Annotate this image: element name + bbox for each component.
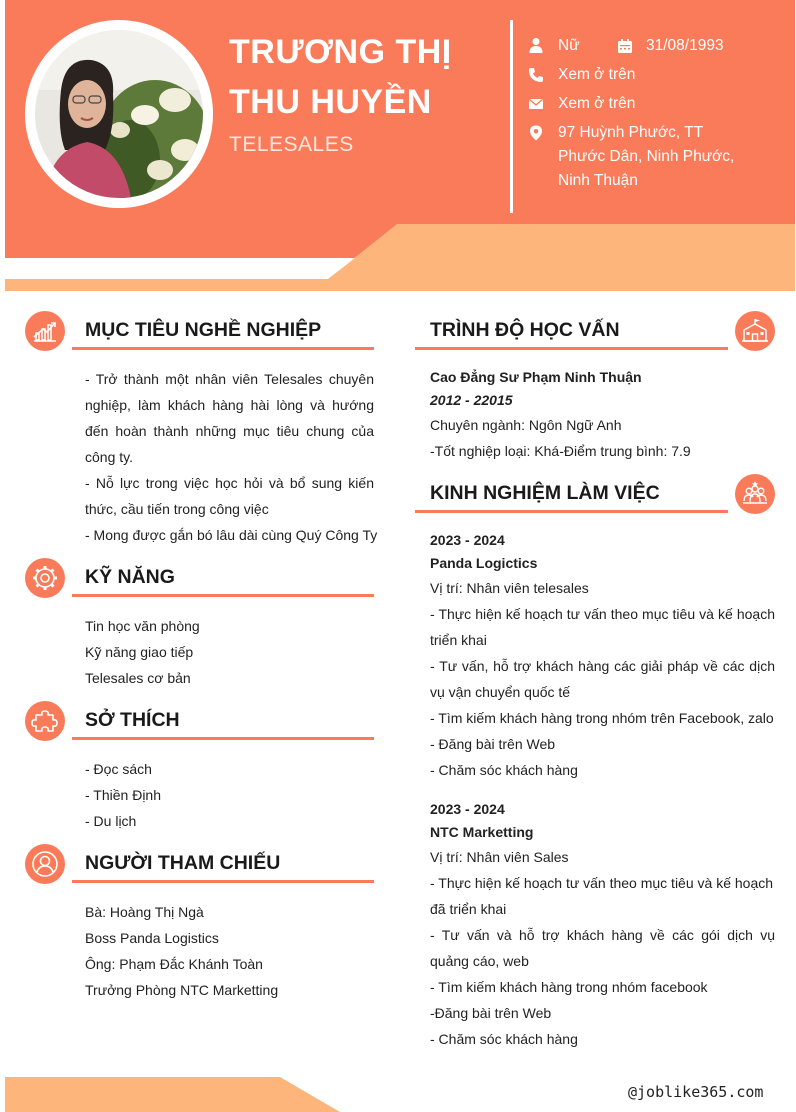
hobby-item: - Thiền Định [85, 787, 162, 803]
reference-item: Trưởng Phòng NTC Marketting [85, 982, 279, 998]
job-company: Panda Logictics [430, 555, 538, 571]
avatar [35, 30, 203, 198]
hobby-item: - Đọc sách [85, 761, 152, 777]
skill-item: Telesales cơ bản [85, 670, 191, 686]
job-task: - Thực hiện kế hoạch tư vấn theo mục tiêu và kế hoạch triển khai [430, 606, 775, 648]
education-major: Chuyên ngành: Ngôn Ngữ Anh [430, 417, 622, 433]
birthday-text: 31/08/1993 [646, 37, 724, 54]
job-task: - Tư vấn, hỗ trợ khách hàng các giải pháp về các dịch vụ vận chuyển quốc tế [430, 658, 775, 700]
reference-item: Ông: Phạm Đắc Khánh Toàn [85, 956, 263, 972]
education-grade: -Tốt nghiệp loại: Khá-Điểm trung bình: 7.9 [430, 443, 691, 459]
address-line-3: Ninh Thuận [558, 172, 638, 189]
address-line-1: 97 Huỳnh Phước, TT [558, 124, 704, 141]
hobby-item: - Du lịch [85, 813, 137, 829]
user-icon [528, 37, 544, 53]
job-task: - Tìm kiếm khách hàng trong nhóm facebook [430, 979, 708, 995]
footer-decoration [5, 1077, 345, 1112]
school-icon [735, 311, 775, 351]
job-task: - Chăm sóc khách hàng [430, 762, 578, 778]
objective-line: - Trở thành một nhân viên Telesales chuyên nghiệp, làm khách hàng hài lòng và hướng đến hoàn thành những mục tiêu chung của công ty. [85, 371, 374, 465]
person-circle-icon [25, 844, 65, 884]
name-line-1: TRƯƠNG THỊ [229, 33, 452, 71]
job-position: Vị trí: Nhân viên Sales [430, 849, 569, 865]
email-text[interactable]: Xem ở trên [558, 95, 636, 112]
experience-title: KINH NGHIỆM LÀM VIỆC [430, 482, 660, 504]
skills-underline [72, 594, 374, 597]
gear-icon [25, 558, 65, 598]
references-underline [72, 880, 374, 883]
mail-icon [528, 96, 544, 112]
job-task: - Đăng bài trên Web [430, 736, 556, 752]
growth-chart-icon [25, 311, 65, 351]
skill-item: Tin học văn phòng [85, 618, 200, 634]
puzzle-icon [25, 701, 65, 741]
phone-text[interactable]: Xem ở trên [558, 66, 636, 83]
hobbies-title: SỞ THÍCH [85, 709, 180, 731]
job-period: 2023 - 2024 [430, 532, 505, 548]
job-company: NTC Marketting [430, 824, 534, 840]
education-years: 2012 - 22015 [430, 392, 513, 408]
job-period: 2023 - 2024 [430, 801, 505, 817]
phone-icon [528, 67, 544, 83]
objective-title: MỤC TIÊU NGHỀ NGHIỆP [85, 319, 322, 341]
header-divider [510, 20, 513, 213]
education-underline [415, 347, 728, 350]
references-title: NGƯỜI THAM CHIẾU [85, 852, 281, 874]
job-task: - Tư vấn và hỗ trợ khách hàng về các gói dịch vụ quảng cáo, web [430, 927, 775, 969]
gender-text: Nữ [558, 37, 580, 54]
objective-underline [72, 347, 374, 350]
header-decoration [5, 224, 795, 291]
objective-line: - Nỗ lực trong việc học hỏi và bổ sung kiến thức, cầu tiến trong công việc [85, 475, 374, 517]
job-title: TELESALES [229, 133, 354, 156]
objective-line: - Mong được gắn bó lâu dài cùng Quý Công Ty [85, 527, 378, 543]
job-task: - Chăm sóc khách hàng [430, 1031, 578, 1047]
reference-item: Bà: Hoàng Thị Ngà [85, 904, 204, 920]
watermark-link[interactable]: @joblike365.com [628, 1083, 764, 1101]
location-icon [528, 125, 544, 141]
job-task: -Đăng bài trên Web [430, 1005, 552, 1021]
team-icon [735, 474, 775, 514]
calendar-icon [617, 38, 633, 54]
education-school: Cao Đẳng Sư Phạm Ninh Thuận [430, 369, 642, 385]
reference-item: Boss Panda Logistics [85, 930, 219, 946]
job-position: Vị trí: Nhân viên telesales [430, 580, 589, 596]
skills-title: KỸ NĂNG [85, 566, 175, 588]
experience-underline [415, 510, 728, 513]
address-line-2: Phước Dân, Ninh Phước, [558, 148, 735, 165]
skill-item: Kỹ năng giao tiếp [85, 644, 194, 660]
name-line-2: THU HUYỀN [229, 83, 432, 121]
job-task: - Tìm kiếm khách hàng trong nhóm trên Facebook, zalo [430, 710, 774, 726]
job-task: - Thực hiện kế hoạch tư vấn theo mục tiêu và kế hoạch đã triển khai [430, 875, 774, 917]
hobbies-underline [72, 737, 374, 740]
education-title: TRÌNH ĐỘ HỌC VẤN [430, 319, 620, 341]
